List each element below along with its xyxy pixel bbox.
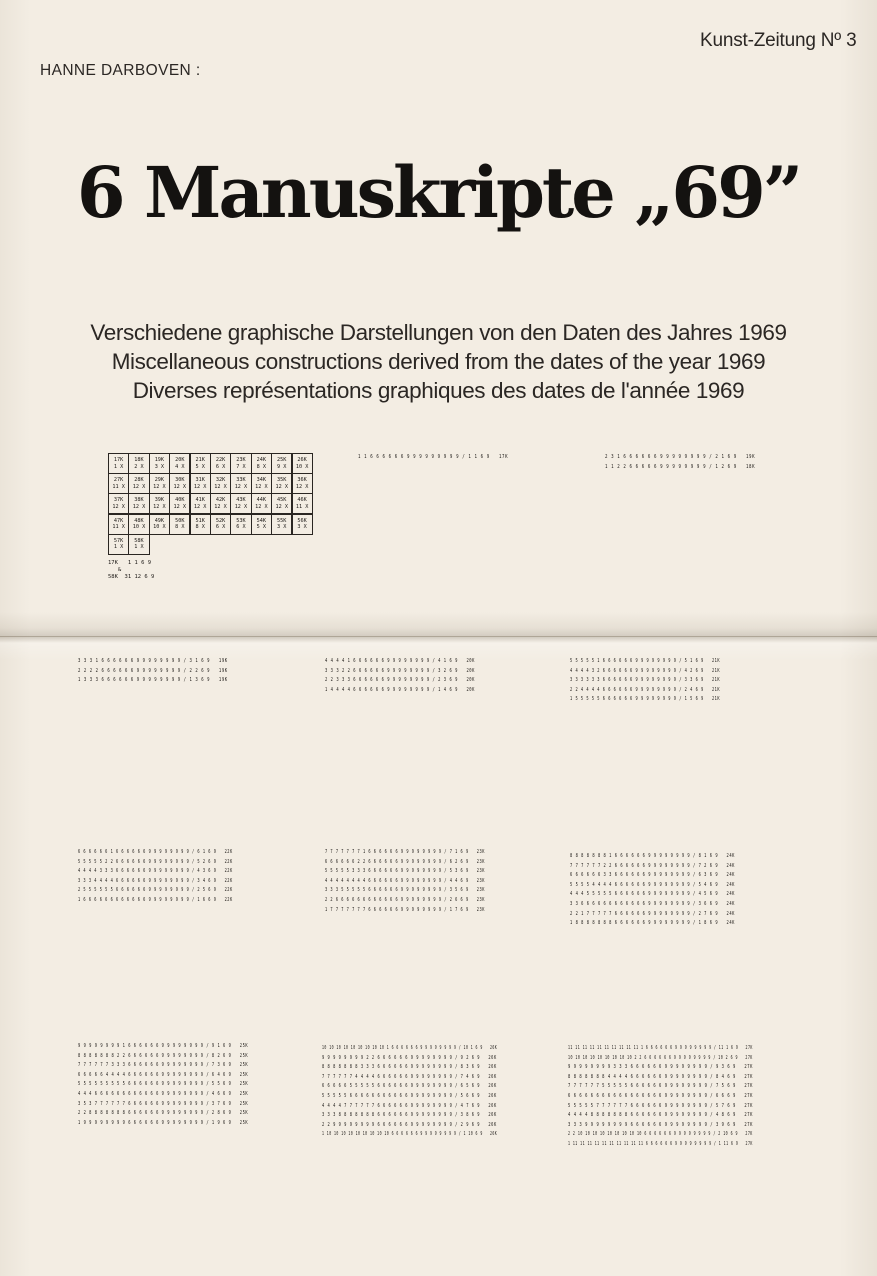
number-row: 7 7 7 7 7 7 3 3 3 6 6 6 6 6 6 9 9 9 9 9 9 9 9 / 7 3 6 9 25K bbox=[78, 1062, 249, 1069]
number-row: 4 4 4 5 5 5 5 5 6 6 6 6 6 6 9 9 9 9 9 9 9 9 / 4 5 6 9 24K bbox=[570, 891, 735, 898]
grid-cell-text: 31K bbox=[195, 477, 205, 484]
grid-cell-text: 12 X bbox=[234, 483, 248, 490]
artist-name: HANNE DARBOVEN : bbox=[40, 62, 201, 79]
number-row: 8 8 8 8 8 8 8 3 3 3 6 6 6 6 6 6 9 9 9 9 9 9 9 9 / 8 3 6 9 26K bbox=[322, 1064, 497, 1071]
number-row: 3 3 3 5 5 5 5 5 6 6 6 6 6 6 9 9 9 9 9 9 9 9 / 3 5 6 9 23K bbox=[325, 887, 485, 894]
grid-cell-text: 43K bbox=[236, 497, 246, 504]
grid-cell-text: 12 X bbox=[255, 503, 268, 510]
number-row: 2 2 8 8 8 8 8 8 8 6 6 6 6 6 6 9 9 9 9 9 9 9 9 / 2 8 6 9 25K bbox=[78, 1110, 249, 1117]
number-row: 1 4 4 4 4 6 6 6 6 6 6 9 9 9 9 9 9 9 9 / 1 4 6 9 20K bbox=[325, 686, 475, 693]
grid-cell-text: 48K bbox=[134, 517, 144, 524]
grid-cell bbox=[251, 493, 272, 514]
grid-cell bbox=[230, 473, 251, 494]
number-row: 2 2 3 3 3 6 6 6 6 6 6 9 9 9 9 9 9 9 9 / 2 3 6 9 20K bbox=[325, 677, 475, 684]
grid-cell-text: 12 X bbox=[193, 503, 207, 510]
grid-cell-text: 18K bbox=[134, 457, 144, 463]
grid-cell-text: 3 X bbox=[154, 463, 165, 470]
number-block bbox=[78, 848, 316, 906]
grid-cell-text: 56K bbox=[297, 517, 307, 524]
number-row: 1 10 10 10 10 10 10 10 10 10 6 6 6 6 6 6 9 9 9 9 9 9 9 9 / 1 10 6 9 26K bbox=[322, 1131, 498, 1138]
number-row: 5 5 5 5 5 6 6 6 6 6 6 6 6 6 6 6 9 9 9 9 9 9 9 9 / 5 6 6 9 26K bbox=[322, 1092, 497, 1099]
number-row: 8 8 8 8 8 8 8 4 4 4 4 6 6 6 6 6 6 9 9 9 9 9 9 9 9 / 8 4 6 9 27K bbox=[568, 1073, 753, 1080]
number-row: 1 11 11 11 11 11 11 11 11 11 11 6 6 6 6 6 6 9 9 9 9 9 9 9 9 / 1 11 6 9 27K bbox=[568, 1140, 753, 1147]
grid-cell bbox=[230, 514, 251, 535]
grid-cell-text: 6 X bbox=[215, 463, 226, 470]
grid-cell bbox=[251, 453, 272, 474]
number-row: 4 4 4 4 4 4 4 4 6 6 6 6 6 6 9 9 9 9 9 9 9 9 / 4 4 6 9 23K bbox=[325, 877, 485, 884]
grid-cell-text: 5 X bbox=[256, 524, 267, 531]
grid-cell bbox=[128, 534, 149, 555]
number-row: 1 6 6 6 6 6 6 6 6 6 6 6 6 9 9 9 9 9 9 9 9 / 1 6 6 9 22K bbox=[78, 896, 233, 903]
grid-cell bbox=[190, 473, 211, 494]
grid-cell-text: 42K bbox=[215, 497, 226, 504]
grid-cell bbox=[108, 493, 129, 514]
grid-footer-line: & bbox=[108, 567, 122, 573]
grid-cell bbox=[210, 453, 231, 474]
number-row: 5 5 5 5 5 3 3 3 6 6 6 6 6 6 9 9 9 9 9 9 9 9 / 5 3 6 9 23K bbox=[325, 868, 485, 875]
subtitle-english: Miscellaneous constructions derived from the dates of the year 1969 bbox=[111, 349, 766, 374]
grid-cell bbox=[251, 473, 272, 494]
number-row: 3 5 3 7 7 7 7 7 7 6 6 6 6 6 6 9 9 9 9 9 9 9 9 / 3 7 6 9 25K bbox=[78, 1100, 249, 1107]
grid-cell-text: 29K bbox=[154, 477, 165, 484]
grid-cell bbox=[292, 473, 313, 494]
number-row: 10 10 10 10 10 10 10 10 10 1 6 6 6 6 6 6 9 9 9 9 9 9 9 9 / 10 1 6 9 26K bbox=[322, 1045, 498, 1051]
grid-cell-text: 52K bbox=[215, 517, 226, 524]
number-block bbox=[325, 848, 571, 915]
grid-cell-text: 7 X bbox=[236, 463, 246, 470]
grid-cell-text: 9 X bbox=[277, 463, 287, 470]
grid-footer-line: 17K 1 1 6 9 bbox=[108, 560, 152, 566]
number-block bbox=[570, 657, 799, 705]
grid-row bbox=[108, 493, 312, 513]
grid-cell-text: 10 X bbox=[295, 463, 309, 470]
grid-cell-text: 44K bbox=[256, 497, 267, 504]
grid-cell-text: 58K bbox=[134, 537, 144, 544]
grid-cell bbox=[210, 514, 231, 535]
grid-cell bbox=[149, 473, 170, 494]
grid-cell bbox=[210, 473, 231, 494]
subtitle-french: Diverses représentations graphiques des dates de l'année 1969 bbox=[132, 378, 745, 403]
number-row: 6 6 6 6 6 4 4 4 4 6 6 6 6 6 6 9 9 9 9 9 9 9 9 / 6 4 6 9 25K bbox=[78, 1071, 249, 1078]
grid-cell-text: 11 X bbox=[112, 524, 125, 531]
grid-cell bbox=[230, 493, 251, 514]
issue-label: Kunst-Zeitung Nº 3 bbox=[700, 30, 857, 51]
number-row: 6 6 6 6 6 6 2 2 6 6 6 6 6 6 9 9 9 9 9 9 9 9 / 6 2 6 9 23K bbox=[325, 858, 485, 865]
grid-cell bbox=[190, 493, 211, 514]
number-row: 4 4 4 4 7 7 7 7 7 7 6 6 6 6 6 6 9 9 9 9 9 9 9 9 / 4 7 6 9 26K bbox=[322, 1102, 497, 1109]
grid-cell bbox=[190, 514, 211, 535]
number-row: 6 6 6 6 6 6 6 6 6 6 6 6 6 6 6 6 6 9 9 9 9 9 9 9 9 / 6 6 6 9 27K bbox=[568, 1092, 753, 1099]
number-row: 6 6 6 6 6 6 3 3 6 6 6 6 6 6 9 9 9 9 9 9 9 9 / 6 3 6 9 24K bbox=[570, 872, 735, 879]
grid-cell-text: 2 X bbox=[134, 463, 144, 470]
grid-cell-text: 26K bbox=[297, 457, 307, 463]
grid-cell-text: 34K bbox=[256, 477, 267, 484]
grid-cell-text: 12 X bbox=[132, 503, 146, 510]
grid-cell bbox=[149, 453, 170, 474]
number-row: 9 9 9 9 9 9 9 9 1 6 6 6 6 6 6 9 9 9 9 9 9 9 9 / 9 1 6 9 25K bbox=[78, 1043, 249, 1049]
grid-cell bbox=[169, 473, 190, 494]
number-row: 9 9 9 9 9 9 9 9 3 3 3 6 6 6 6 6 6 9 9 9 9 9 9 9 9 / 9 3 6 9 27K bbox=[568, 1064, 753, 1071]
grid-cell-text: 12 X bbox=[275, 483, 288, 490]
grid-cell-text: 12 X bbox=[153, 483, 166, 490]
grid-cell-text: 33K bbox=[236, 477, 246, 484]
grid-cell-text: 8 X bbox=[256, 463, 267, 470]
number-row: 6 6 6 6 6 6 1 6 6 6 6 6 6 9 9 9 9 9 9 9 9 / 6 1 6 9 22K bbox=[78, 849, 233, 855]
number-row: 8 8 8 8 8 8 8 2 2 6 6 6 6 6 6 9 9 9 9 9 9 9 9 / 8 2 6 9 25K bbox=[78, 1052, 249, 1059]
number-row: 3 3 3 2 2 6 6 6 6 6 6 9 9 9 9 9 9 9 9 / 3 2 6 9 20K bbox=[325, 667, 475, 674]
grid-cell-text: 38K bbox=[134, 497, 144, 504]
grid-cell bbox=[108, 453, 129, 474]
grid-cell-text: 12 X bbox=[255, 483, 268, 490]
grid-row bbox=[108, 514, 312, 534]
number-row: 1 8 8 8 8 8 8 8 6 6 6 6 6 6 9 9 9 9 9 9 9 9 / 1 8 6 9 24K bbox=[570, 920, 735, 927]
grid-row bbox=[108, 534, 312, 554]
grid-cell bbox=[292, 514, 313, 535]
number-row: 4 4 4 4 1 6 6 6 6 6 6 9 9 9 9 9 9 9 9 / 4 1 6 9 20K bbox=[325, 658, 475, 664]
grid-cell-text: 36K bbox=[297, 477, 307, 484]
number-row: 1 1 2 2 6 6 6 6 6 9 9 9 9 9 9 9 9 / 1 2 6 9 18K bbox=[605, 463, 756, 470]
grid-cell-text: 4 X bbox=[175, 463, 185, 470]
grid-cell-text: 11 X bbox=[112, 483, 125, 490]
grid-cell-text: 8 X bbox=[175, 524, 185, 531]
number-row: 4 4 4 6 6 6 6 6 6 6 6 6 6 6 6 9 9 9 9 9 9 9 9 / 4 6 6 9 25K bbox=[78, 1090, 249, 1097]
grid-cell-text: 30K bbox=[175, 477, 185, 484]
subtitles bbox=[0, 318, 877, 405]
grid-cell-text: 32K bbox=[215, 477, 226, 484]
grid-cell-text: 1 X bbox=[113, 463, 124, 470]
grid-cell-text: 1 X bbox=[113, 544, 124, 551]
grid-cell-text: 39K bbox=[154, 497, 165, 504]
number-row: 1 7 7 7 7 7 7 7 6 6 6 6 6 6 9 9 9 9 9 9 9 9 / 1 7 6 9 23K bbox=[325, 906, 485, 913]
grid-cell bbox=[108, 473, 129, 494]
grid-cell-text: 37K bbox=[113, 497, 124, 504]
grid-cell-text: 45K bbox=[277, 497, 287, 504]
grid-cell-text: 12 X bbox=[132, 483, 146, 490]
grid-cell-text: 40K bbox=[175, 497, 185, 504]
grid-cell-text: 12 X bbox=[295, 483, 309, 490]
grid-cell bbox=[108, 514, 129, 535]
grid-cell-text: 23K bbox=[236, 457, 246, 463]
number-row: 7 7 7 7 7 7 2 2 6 6 6 6 6 6 9 9 9 9 9 9 9 9 / 7 2 6 9 24K bbox=[570, 862, 735, 869]
grid-cell bbox=[292, 493, 313, 514]
number-row: 6 6 6 6 6 5 5 5 5 5 6 6 6 6 6 6 9 9 9 9 9 9 9 9 / 6 5 6 9 26K bbox=[322, 1083, 497, 1090]
grid-cell-text: 22K bbox=[215, 457, 226, 463]
number-row: 1 1 6 6 6 6 6 6 9 9 9 9 9 9 9 9 9 / 1 1 6 9 17K bbox=[358, 454, 509, 460]
grid-cell bbox=[251, 514, 272, 535]
grid-cell-text: 53K bbox=[236, 517, 246, 524]
grid-cell-text: 6 X bbox=[236, 524, 246, 531]
subtitle-german: Verschiedene graphische Darstellungen von den Daten des Jahres 1969 bbox=[90, 320, 787, 345]
grid-cell-text: 27K bbox=[113, 477, 124, 484]
number-row: 11 11 11 11 11 11 11 11 11 11 1 6 6 6 6 6 6 9 9 9 9 9 9 9 9 / 11 1 6 9 27K bbox=[568, 1045, 753, 1051]
number-row: 3 3 3 1 6 6 6 6 6 6 9 9 9 9 9 9 9 9 / 3 1 6 9 19K bbox=[78, 658, 228, 664]
number-row: 2 2 1 7 7 7 7 7 6 6 6 6 6 6 9 9 9 9 9 9 9 9 / 2 7 6 9 24K bbox=[570, 910, 735, 917]
grid-cell bbox=[149, 514, 170, 535]
grid-cell bbox=[190, 453, 211, 474]
number-row: 8 8 8 8 8 8 8 1 6 6 6 6 6 6 9 9 9 9 9 9 9 9 / 8 1 6 9 24K bbox=[570, 853, 735, 859]
number-row: 7 7 7 7 7 7 5 5 5 5 5 6 6 6 6 6 6 9 9 9 9 9 9 9 9 / 7 5 6 9 27K bbox=[568, 1083, 753, 1090]
number-row: 2 2 4 4 4 4 6 6 6 6 6 6 9 9 9 9 9 9 9 9 / 2 4 6 9 21K bbox=[570, 686, 721, 693]
grid-cell bbox=[128, 493, 149, 514]
grid-cell bbox=[271, 514, 292, 535]
grid-cell bbox=[292, 453, 313, 474]
grid-cell-text: 5 X bbox=[195, 463, 205, 470]
number-block bbox=[605, 453, 809, 472]
grid-cell bbox=[169, 453, 190, 474]
number-row: 2 2 6 6 6 6 6 6 6 6 6 6 6 6 9 9 9 9 9 9 9 9 / 2 6 6 9 23K bbox=[325, 896, 485, 903]
grid-footer-line: 58K 31 12 6 9 bbox=[108, 574, 155, 580]
number-row: 4 4 4 4 3 3 3 6 6 6 6 6 6 9 9 9 9 9 9 9 9 / 4 3 6 9 22K bbox=[78, 868, 233, 875]
grid-cell-text: 24K bbox=[256, 457, 267, 463]
grid-cell-text: 19K bbox=[154, 457, 165, 463]
number-row: 2 5 5 5 5 5 5 6 6 6 6 6 6 9 9 9 9 9 9 9 9 / 2 5 6 9 22K bbox=[78, 887, 233, 894]
grid-cell bbox=[169, 514, 190, 535]
number-row: 3 3 3 3 3 3 6 6 6 6 6 6 9 9 9 9 9 9 9 9 / 3 3 6 9 21K bbox=[570, 677, 721, 684]
grid-cell bbox=[128, 453, 149, 474]
grid-cell-text: 12 X bbox=[214, 483, 227, 490]
grid-cell-text: 54K bbox=[256, 517, 267, 524]
number-block bbox=[78, 1042, 332, 1128]
grid-cell-text: 25K bbox=[277, 457, 287, 463]
grid-cell bbox=[128, 473, 149, 494]
number-row: 2 2 9 9 9 9 9 9 9 9 6 6 6 6 6 6 9 9 9 9 9 9 9 9 / 2 9 6 9 26K bbox=[322, 1121, 497, 1128]
grid-row bbox=[108, 473, 312, 493]
grid-cell-text: 12 X bbox=[173, 503, 187, 510]
number-row: 3 3 3 4 4 4 4 6 6 6 6 6 6 9 9 9 9 9 9 9 9 / 3 4 6 9 22K bbox=[78, 877, 233, 884]
date-grid-footer bbox=[108, 560, 154, 581]
grid-cell-text: 55K bbox=[277, 517, 287, 524]
number-row: 7 7 7 7 7 7 4 4 4 4 6 6 6 6 6 6 9 9 9 9 9 9 9 9 / 7 4 6 9 26K bbox=[322, 1073, 497, 1080]
grid-cell-text: 10 X bbox=[132, 524, 146, 531]
grid-cell bbox=[210, 493, 231, 514]
number-row: 1 3 3 3 6 6 6 6 6 6 9 9 9 9 9 9 9 9 / 1 3 6 9 19K bbox=[78, 677, 228, 684]
grid-cell bbox=[149, 493, 170, 514]
grid-row bbox=[108, 453, 312, 473]
number-row: 5 5 5 5 4 4 4 4 6 6 6 6 6 6 9 9 9 9 9 9 9 9 / 5 4 6 9 24K bbox=[570, 881, 735, 888]
page-title: 6 Manuskripte „69” bbox=[76, 151, 801, 234]
grid-cell-text: 28K bbox=[134, 477, 144, 484]
grid-cell-text: 51K bbox=[195, 517, 205, 524]
grid-cell-text: 20K bbox=[175, 457, 185, 463]
grid-cell bbox=[271, 453, 292, 474]
grid-cell bbox=[271, 473, 292, 494]
number-row: 1 5 5 5 5 5 6 6 6 6 6 6 9 9 9 9 9 9 9 9 / 1 5 6 9 21K bbox=[570, 696, 721, 703]
grid-cell-text: 11 X bbox=[295, 503, 309, 510]
grid-cell-text: 12 X bbox=[193, 483, 207, 490]
grid-cell-text: 41K bbox=[195, 497, 205, 504]
number-row: 4 4 4 4 3 2 6 6 6 6 6 6 9 9 9 9 9 9 9 9 / 4 2 6 9 21K bbox=[570, 667, 721, 674]
grid-cell-text: 49K bbox=[154, 517, 165, 524]
grid-cell bbox=[128, 514, 149, 535]
number-row: 5 5 5 5 5 2 2 6 6 6 6 6 6 9 9 9 9 9 9 9 9 / 5 2 6 9 22K bbox=[78, 858, 233, 865]
number-row: 5 5 5 5 5 5 5 5 5 6 6 6 6 6 6 9 9 9 9 9 9 9 9 / 5 5 6 9 25K bbox=[78, 1081, 249, 1088]
grid-cell-text: 3 X bbox=[297, 524, 307, 531]
grid-cell bbox=[271, 493, 292, 514]
grid-cell-text: 57K bbox=[113, 537, 124, 544]
number-block bbox=[358, 453, 562, 463]
number-row: 3 3 6 6 6 6 6 6 6 6 6 6 6 6 9 9 9 9 9 9 9 9 / 3 6 6 9 24K bbox=[570, 900, 735, 907]
number-row: 10 10 10 10 10 10 10 10 10 2 2 6 6 6 6 6 6 9 9 9 9 9 9 9 9 / 10 2 6 9 27K bbox=[568, 1054, 753, 1061]
grid-cell-text: 12 X bbox=[173, 483, 187, 490]
grid-cell-text: 17K bbox=[113, 457, 124, 463]
grid-cell-text: 10 X bbox=[153, 524, 166, 531]
grid-cell-text: 8 X bbox=[195, 524, 205, 531]
number-row: 5 5 5 5 5 7 7 7 7 7 7 6 6 6 6 6 6 9 9 9 9 9 9 9 9 / 5 7 6 9 27K bbox=[568, 1102, 753, 1109]
grid-cell-text: 21K bbox=[195, 457, 205, 463]
grid-cell-text: 12 X bbox=[112, 503, 125, 510]
number-row: 3 3 3 9 9 9 9 9 9 9 9 6 6 6 6 6 6 9 9 9 9 9 9 9 9 / 3 9 6 9 27K bbox=[568, 1121, 753, 1128]
grid-cell-text: 35K bbox=[277, 477, 287, 484]
grid-cell-text: 6 X bbox=[215, 524, 226, 531]
number-row: 5 5 5 5 5 1 6 6 6 6 6 6 9 9 9 9 9 9 9 9 / 5 1 6 9 21K bbox=[570, 658, 721, 664]
grid-cell bbox=[230, 453, 251, 474]
fold-crease bbox=[0, 636, 877, 637]
grid-cell bbox=[169, 493, 190, 514]
number-block bbox=[570, 852, 816, 929]
number-row: 3 3 3 8 8 8 8 8 8 8 6 6 6 6 6 6 9 9 9 9 9 9 9 9 / 3 8 6 9 26K bbox=[322, 1112, 497, 1119]
number-block bbox=[78, 657, 291, 686]
number-row: 2 2 2 2 6 6 6 6 6 6 9 9 9 9 9 9 9 9 / 2 2 6 9 19K bbox=[78, 667, 228, 674]
grid-cell-text: 50K bbox=[175, 517, 185, 524]
number-block bbox=[568, 1044, 877, 1150]
grid-cell-text: 12 X bbox=[214, 503, 227, 510]
number-row: 2 3 1 6 6 6 6 6 6 9 9 9 9 9 9 9 9 / 2 1 6 9 19K bbox=[605, 454, 756, 460]
grid-cell-text: 12 X bbox=[234, 503, 248, 510]
grid-cell bbox=[108, 534, 129, 555]
number-row: 1 9 9 9 9 9 9 9 9 6 6 6 6 6 6 9 9 9 9 9 9 9 9 / 1 9 6 9 25K bbox=[78, 1119, 249, 1126]
number-row: 7 7 7 7 7 7 7 1 6 6 6 6 6 6 9 9 9 9 9 9 9 9 / 7 1 6 9 23K bbox=[325, 849, 485, 855]
grid-cell-text: 12 X bbox=[275, 503, 288, 510]
grid-cell-text: 1 X bbox=[134, 544, 144, 551]
number-block bbox=[325, 657, 546, 695]
grid-cell-text: 47K bbox=[113, 517, 124, 524]
grid-cell-text: 46K bbox=[297, 497, 307, 504]
number-row: 4 4 4 4 8 8 8 8 8 8 8 6 6 6 6 6 6 9 9 9 9 9 9 9 9 / 4 8 6 9 27K bbox=[568, 1112, 753, 1119]
grid-cell-text: 12 X bbox=[153, 503, 166, 510]
grid-cell-text: 3 X bbox=[277, 524, 287, 531]
number-row: 9 9 9 9 9 9 9 9 2 2 6 6 6 6 6 6 9 9 9 9 9 9 9 9 / 9 2 6 9 26K bbox=[322, 1054, 497, 1061]
number-row: 2 2 10 10 10 10 10 10 10 10 10 6 6 6 6 6 6 9 9 9 9 9 9 9 9 / 2 10 6 9 27K bbox=[568, 1131, 753, 1138]
date-grid bbox=[108, 453, 312, 554]
